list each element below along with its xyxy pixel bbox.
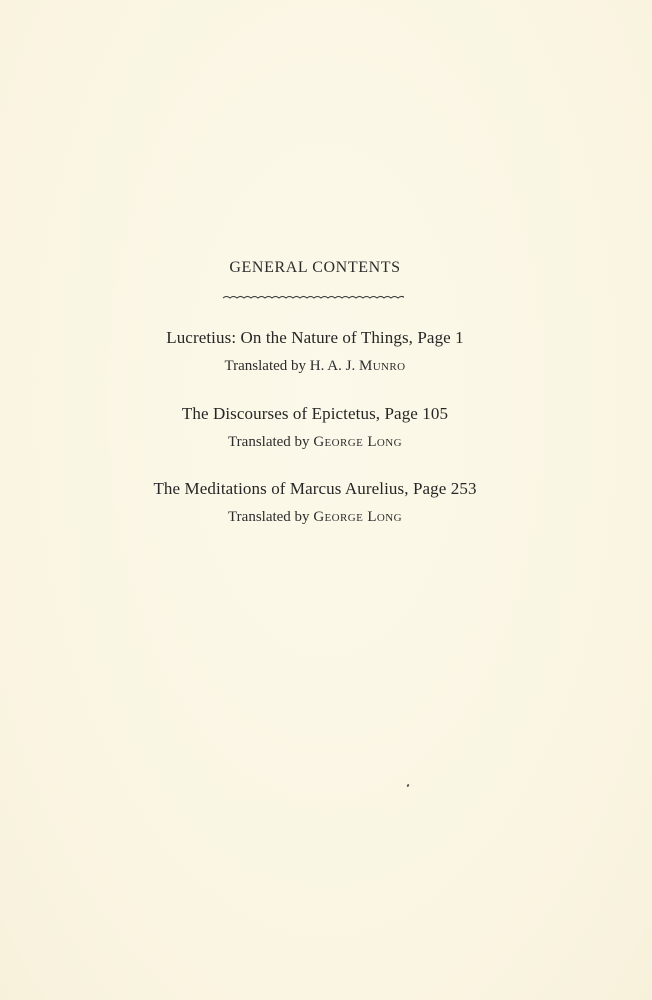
- translator-name: Munro: [358, 358, 406, 374]
- contents-entry-lucretius: [0, 328, 630, 375]
- contents-entry-epictetus: [0, 404, 630, 451]
- translator-name: George Long: [313, 509, 402, 525]
- entry-title: Lucretius: On the Nature of Things, Page 1: [166, 328, 464, 347]
- paper-speck: [406, 784, 409, 788]
- entry-title: The Meditations of Marcus Aurelius, Page 253: [153, 479, 477, 498]
- entry-translator-line: [0, 358, 630, 375]
- contents-heading: GENERAL CONTENTS: [229, 259, 401, 276]
- contents-entry-marcus-aurelius: [0, 479, 630, 526]
- entry-title: The Discourses of Epictetus, Page 105: [181, 404, 449, 423]
- translator-name: George Long: [313, 434, 402, 450]
- entry-translator-line: [0, 434, 630, 451]
- translated-by-text: Translated by: [228, 509, 314, 525]
- translated-by-text: Translated by: [228, 434, 314, 450]
- wavy-rule-ornament: [222, 293, 404, 303]
- translated-by-text: Translated by H. A. J.: [224, 358, 359, 374]
- entry-translator-line: [0, 509, 630, 526]
